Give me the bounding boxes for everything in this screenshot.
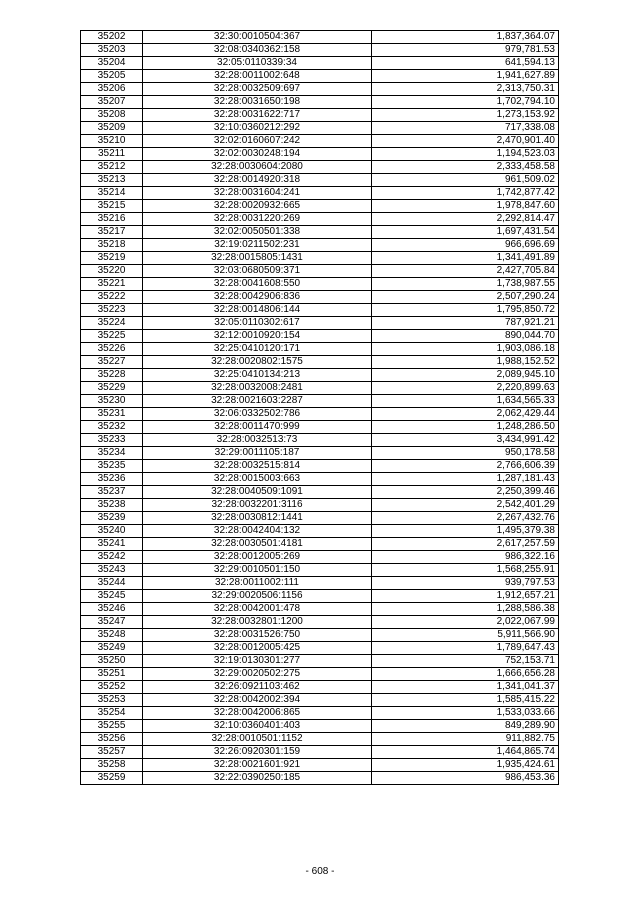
- value-amount-cell: 849,289.90: [372, 720, 559, 733]
- cadastral-number-cell: 32:28:0030501:4181: [143, 538, 372, 551]
- cadastral-number-cell: 32:28:0011002:648: [143, 70, 372, 83]
- table-row: [81, 655, 559, 668]
- value-amount-cell: 2,427,705.84: [372, 265, 559, 278]
- value-amount-cell: 2,292,814.47: [372, 213, 559, 226]
- value-amount-cell: 1,568,255.91: [372, 564, 559, 577]
- row-number-cell: 35221: [81, 278, 143, 291]
- value-amount-cell: 961,509.02: [372, 174, 559, 187]
- value-amount-cell: 1,903,086.18: [372, 343, 559, 356]
- row-number-cell: 35250: [81, 655, 143, 668]
- value-amount-cell: 979,781.53: [372, 44, 559, 57]
- table-row: [81, 525, 559, 538]
- row-number-cell: 35240: [81, 525, 143, 538]
- row-number-cell: 35222: [81, 291, 143, 304]
- row-number-cell: 35257: [81, 746, 143, 759]
- value-amount-cell: 2,220,899.63: [372, 382, 559, 395]
- cadastral-number-cell: 32:25:0410120:171: [143, 343, 372, 356]
- row-number-cell: 35226: [81, 343, 143, 356]
- cadastral-number-cell: 32:10:0360212:292: [143, 122, 372, 135]
- row-number-cell: 35251: [81, 668, 143, 681]
- table-body: [81, 31, 559, 785]
- table-row: [81, 122, 559, 135]
- table-row: [81, 382, 559, 395]
- cadastral-value-table: [80, 30, 559, 785]
- value-amount-cell: 986,453.36: [372, 772, 559, 785]
- cadastral-number-cell: 32:28:0031220:269: [143, 213, 372, 226]
- value-amount-cell: 2,089,945.10: [372, 369, 559, 382]
- table-row: [81, 603, 559, 616]
- table-row: [81, 109, 559, 122]
- value-amount-cell: 1,912,657.21: [372, 590, 559, 603]
- value-amount-cell: 3,434,991.42: [372, 434, 559, 447]
- table-row: [81, 213, 559, 226]
- cadastral-number-cell: 32:06:0332502:786: [143, 408, 372, 421]
- value-amount-cell: 1,837,364.07: [372, 31, 559, 44]
- table-row: [81, 694, 559, 707]
- table-row: [81, 96, 559, 109]
- value-amount-cell: 966,696.69: [372, 239, 559, 252]
- row-number-cell: 35220: [81, 265, 143, 278]
- value-amount-cell: 1,634,565.33: [372, 395, 559, 408]
- row-number-cell: 35215: [81, 200, 143, 213]
- row-number-cell: 35238: [81, 499, 143, 512]
- row-number-cell: 35236: [81, 473, 143, 486]
- value-amount-cell: 2,313,750.31: [372, 83, 559, 96]
- table-row: [81, 746, 559, 759]
- cadastral-number-cell: 32:28:0040509:1091: [143, 486, 372, 499]
- value-amount-cell: 2,507,290.24: [372, 291, 559, 304]
- row-number-cell: 35225: [81, 330, 143, 343]
- table-row: [81, 564, 559, 577]
- table-row: [81, 668, 559, 681]
- row-number-cell: 35208: [81, 109, 143, 122]
- row-number-cell: 35217: [81, 226, 143, 239]
- value-amount-cell: 2,542,401.29: [372, 499, 559, 512]
- table-row: [81, 135, 559, 148]
- value-amount-cell: 641,594.13: [372, 57, 559, 70]
- cadastral-number-cell: 32:28:0021603:2287: [143, 395, 372, 408]
- value-amount-cell: 1,194,523.03: [372, 148, 559, 161]
- table-row: [81, 720, 559, 733]
- row-number-cell: 35229: [81, 382, 143, 395]
- cadastral-number-cell: 32:26:0921103:462: [143, 681, 372, 694]
- table-row: [81, 304, 559, 317]
- value-amount-cell: 2,333,458.58: [372, 161, 559, 174]
- value-amount-cell: 717,338.08: [372, 122, 559, 135]
- row-number-cell: 35247: [81, 616, 143, 629]
- table-row: [81, 629, 559, 642]
- row-number-cell: 35253: [81, 694, 143, 707]
- value-amount-cell: 1,533,033.66: [372, 707, 559, 720]
- table-row: [81, 551, 559, 564]
- row-number-cell: 35259: [81, 772, 143, 785]
- table-row: [81, 733, 559, 746]
- value-amount-cell: 1,585,415.22: [372, 694, 559, 707]
- cadastral-number-cell: 32:28:0014806:144: [143, 304, 372, 317]
- table-row: [81, 148, 559, 161]
- row-number-cell: 35207: [81, 96, 143, 109]
- cadastral-number-cell: 32:28:0032008:2481: [143, 382, 372, 395]
- row-number-cell: 35213: [81, 174, 143, 187]
- cadastral-number-cell: 32:28:0041608:550: [143, 278, 372, 291]
- table-row: [81, 499, 559, 512]
- value-amount-cell: 2,617,257.59: [372, 538, 559, 551]
- table-row: [81, 590, 559, 603]
- table-row: [81, 681, 559, 694]
- page-number: - 608 -: [305, 866, 335, 877]
- cadastral-number-cell: 32:19:0211502:231: [143, 239, 372, 252]
- cadastral-number-cell: 32:28:0042002:394: [143, 694, 372, 707]
- cadastral-number-cell: 32:19:0130301:277: [143, 655, 372, 668]
- cadastral-number-cell: 32:02:0050501:338: [143, 226, 372, 239]
- value-amount-cell: 1,702,794.10: [372, 96, 559, 109]
- table-row: [81, 200, 559, 213]
- table-row: [81, 408, 559, 421]
- cadastral-number-cell: 32:28:0012005:269: [143, 551, 372, 564]
- cadastral-number-cell: 32:28:0020802:1575: [143, 356, 372, 369]
- cadastral-number-cell: 32:30:0010504:367: [143, 31, 372, 44]
- cadastral-number-cell: 32:28:0030604:2080: [143, 161, 372, 174]
- value-amount-cell: 752,153.71: [372, 655, 559, 668]
- row-number-cell: 35233: [81, 434, 143, 447]
- cadastral-number-cell: 32:05:0110339:34: [143, 57, 372, 70]
- row-number-cell: 35210: [81, 135, 143, 148]
- cadastral-number-cell: 32:12:0010920:154: [143, 330, 372, 343]
- row-number-cell: 35242: [81, 551, 143, 564]
- table-row: [81, 278, 559, 291]
- row-number-cell: 35227: [81, 356, 143, 369]
- value-amount-cell: 1,248,286.50: [372, 421, 559, 434]
- cadastral-number-cell: 32:05:0110302:617: [143, 317, 372, 330]
- cadastral-number-cell: 32:29:0011105:187: [143, 447, 372, 460]
- row-number-cell: 35258: [81, 759, 143, 772]
- table-row: [81, 44, 559, 57]
- value-amount-cell: 1,341,041.37: [372, 681, 559, 694]
- value-amount-cell: 1,789,647.43: [372, 642, 559, 655]
- table-row: [81, 616, 559, 629]
- cadastral-number-cell: 32:28:0032513:73: [143, 434, 372, 447]
- table-row: [81, 57, 559, 70]
- row-number-cell: 35234: [81, 447, 143, 460]
- cadastral-number-cell: 32:02:0030248:194: [143, 148, 372, 161]
- value-amount-cell: 1,738,987.55: [372, 278, 559, 291]
- row-number-cell: 35204: [81, 57, 143, 70]
- cadastral-number-cell: 32:03:0680509:371: [143, 265, 372, 278]
- cadastral-number-cell: 32:28:0042404:132: [143, 525, 372, 538]
- table-row: [81, 447, 559, 460]
- table-row: [81, 226, 559, 239]
- value-amount-cell: 1,795,850.72: [372, 304, 559, 317]
- table-row: [81, 642, 559, 655]
- table-row: [81, 772, 559, 785]
- cadastral-number-cell: 32:25:0410134:213: [143, 369, 372, 382]
- table-row: [81, 330, 559, 343]
- row-number-cell: 35255: [81, 720, 143, 733]
- row-number-cell: 35209: [81, 122, 143, 135]
- cadastral-number-cell: 32:29:0010501:150: [143, 564, 372, 577]
- table-row: [81, 187, 559, 200]
- value-amount-cell: 2,062,429.44: [372, 408, 559, 421]
- table-row: [81, 70, 559, 83]
- value-amount-cell: 2,250,399.46: [372, 486, 559, 499]
- table-row: [81, 291, 559, 304]
- value-amount-cell: 950,178.58: [372, 447, 559, 460]
- value-amount-cell: 2,267,432.76: [372, 512, 559, 525]
- row-number-cell: 35214: [81, 187, 143, 200]
- row-number-cell: 35202: [81, 31, 143, 44]
- row-number-cell: 35235: [81, 460, 143, 473]
- value-amount-cell: 1,287,181.43: [372, 473, 559, 486]
- value-amount-cell: 890,044.70: [372, 330, 559, 343]
- table-row: [81, 460, 559, 473]
- row-number-cell: 35206: [81, 83, 143, 96]
- table-row: [81, 707, 559, 720]
- row-number-cell: 35243: [81, 564, 143, 577]
- cadastral-number-cell: 32:28:0031622:717: [143, 109, 372, 122]
- row-number-cell: 35219: [81, 252, 143, 265]
- value-amount-cell: 1,666,656.28: [372, 668, 559, 681]
- table-row: [81, 83, 559, 96]
- value-amount-cell: 1,288,586.38: [372, 603, 559, 616]
- row-number-cell: 35254: [81, 707, 143, 720]
- cadastral-number-cell: 32:22:0390250:185: [143, 772, 372, 785]
- cadastral-number-cell: 32:28:0031604:241: [143, 187, 372, 200]
- cadastral-number-cell: 32:28:0032201:3116: [143, 499, 372, 512]
- table-row: [81, 265, 559, 278]
- value-amount-cell: 1,341,491.89: [372, 252, 559, 265]
- row-number-cell: 35223: [81, 304, 143, 317]
- cadastral-number-cell: 32:28:0014920:318: [143, 174, 372, 187]
- table-row: [81, 421, 559, 434]
- row-number-cell: 35249: [81, 642, 143, 655]
- row-number-cell: 35252: [81, 681, 143, 694]
- cadastral-number-cell: 32:28:0010501:1152: [143, 733, 372, 746]
- value-amount-cell: 939,797.53: [372, 577, 559, 590]
- row-number-cell: 35241: [81, 538, 143, 551]
- table-row: [81, 356, 559, 369]
- table-row: [81, 239, 559, 252]
- table-row: [81, 343, 559, 356]
- table-row: [81, 369, 559, 382]
- value-amount-cell: 1,935,424.61: [372, 759, 559, 772]
- table-row: [81, 434, 559, 447]
- row-number-cell: 35245: [81, 590, 143, 603]
- table-row: [81, 161, 559, 174]
- row-number-cell: 35239: [81, 512, 143, 525]
- value-amount-cell: 787,921.21: [372, 317, 559, 330]
- table-row: [81, 759, 559, 772]
- value-amount-cell: 2,022,067.99: [372, 616, 559, 629]
- cadastral-number-cell: 32:28:0021601:921: [143, 759, 372, 772]
- cadastral-number-cell: 32:28:0032515:814: [143, 460, 372, 473]
- value-amount-cell: 1,273,153.92: [372, 109, 559, 122]
- row-number-cell: 35244: [81, 577, 143, 590]
- row-number-cell: 35246: [81, 603, 143, 616]
- cadastral-number-cell: 32:02:0160607:242: [143, 135, 372, 148]
- cadastral-number-cell: 32:28:0031650:198: [143, 96, 372, 109]
- value-amount-cell: 986,322.16: [372, 551, 559, 564]
- cadastral-number-cell: 32:08:0340362:158: [143, 44, 372, 57]
- row-number-cell: 35228: [81, 369, 143, 382]
- cadastral-number-cell: 32:28:0042001:478: [143, 603, 372, 616]
- table-row: [81, 174, 559, 187]
- row-number-cell: 35224: [81, 317, 143, 330]
- cadastral-number-cell: 32:28:0042906:836: [143, 291, 372, 304]
- row-number-cell: 35216: [81, 213, 143, 226]
- cadastral-number-cell: 32:29:0020502:275: [143, 668, 372, 681]
- cadastral-number-cell: 32:29:0020506:1156: [143, 590, 372, 603]
- value-amount-cell: 1,464,865.74: [372, 746, 559, 759]
- table-row: [81, 512, 559, 525]
- table-row: [81, 31, 559, 44]
- row-number-cell: 35218: [81, 239, 143, 252]
- cadastral-number-cell: 32:28:0020932:665: [143, 200, 372, 213]
- table-row: [81, 252, 559, 265]
- row-number-cell: 35237: [81, 486, 143, 499]
- row-number-cell: 35256: [81, 733, 143, 746]
- cadastral-number-cell: 32:10:0360401:403: [143, 720, 372, 733]
- cadastral-number-cell: 32:28:0015805:1431: [143, 252, 372, 265]
- cadastral-number-cell: 32:28:0032801:1200: [143, 616, 372, 629]
- value-amount-cell: 2,470,901.40: [372, 135, 559, 148]
- cadastral-number-cell: 32:28:0032509:697: [143, 83, 372, 96]
- cadastral-number-cell: 32:28:0011470:999: [143, 421, 372, 434]
- table-row: [81, 486, 559, 499]
- row-number-cell: 35232: [81, 421, 143, 434]
- row-number-cell: 35248: [81, 629, 143, 642]
- row-number-cell: 35231: [81, 408, 143, 421]
- table-row: [81, 395, 559, 408]
- cadastral-number-cell: 32:28:0030812:1441: [143, 512, 372, 525]
- table-row: [81, 317, 559, 330]
- value-amount-cell: 1,941,627.89: [372, 70, 559, 83]
- table-row: [81, 538, 559, 551]
- cadastral-number-cell: 32:28:0042006:865: [143, 707, 372, 720]
- value-amount-cell: 1,742,877.42: [372, 187, 559, 200]
- cadastral-number-cell: 32:28:0031526:750: [143, 629, 372, 642]
- value-amount-cell: 2,766,606.39: [372, 460, 559, 473]
- value-amount-cell: 1,495,379.38: [372, 525, 559, 538]
- value-amount-cell: 5,911,566.90: [372, 629, 559, 642]
- value-amount-cell: 1,978,847.60: [372, 200, 559, 213]
- cadastral-number-cell: 32:28:0012005:425: [143, 642, 372, 655]
- cadastral-number-cell: 32:28:0011002:111: [143, 577, 372, 590]
- cadastral-number-cell: 32:28:0015003:663: [143, 473, 372, 486]
- cadastral-number-cell: 32:26:0920301:159: [143, 746, 372, 759]
- row-number-cell: 35205: [81, 70, 143, 83]
- row-number-cell: 35212: [81, 161, 143, 174]
- value-amount-cell: 1,988,152.52: [372, 356, 559, 369]
- value-amount-cell: 911,882.75: [372, 733, 559, 746]
- row-number-cell: 35211: [81, 148, 143, 161]
- table-row: [81, 577, 559, 590]
- row-number-cell: 35230: [81, 395, 143, 408]
- value-amount-cell: 1,697,431.54: [372, 226, 559, 239]
- row-number-cell: 35203: [81, 44, 143, 57]
- table-row: [81, 473, 559, 486]
